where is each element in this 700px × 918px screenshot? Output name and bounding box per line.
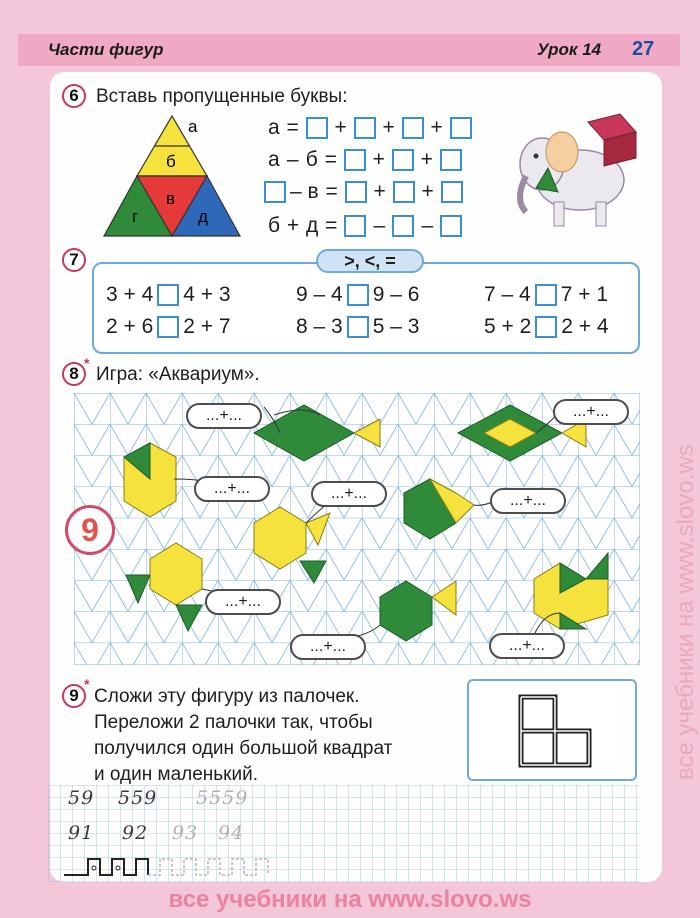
sum-bubble[interactable]: ...+... [290,634,366,660]
cmp-left: 5 + 2 [484,315,532,338]
side-watermark [665,130,700,780]
sum-bubble[interactable]: ...+... [186,403,262,429]
comparison-item [484,315,609,339]
comparison-item [106,283,231,307]
side-watermark-text: все учебники на www.slovo.ws [672,444,699,780]
eq-lhs: б [268,214,281,237]
eq-lhs: б [305,148,318,171]
cmp-right: 7 + 1 [560,283,609,306]
cmp-left: 3 + 4 [106,283,154,306]
sum-bubble[interactable]: ...+... [194,476,270,502]
stick-figure [469,681,635,779]
eq-lhs: – в [290,180,319,203]
cmp-right: 4 + 3 [183,283,231,306]
answer-box[interactable] [306,117,328,139]
equation-row-4 [268,214,462,238]
sum-bubble[interactable]: ...+... [205,589,281,615]
letter-triangle [102,112,242,238]
comparison-item [484,283,608,307]
eq-lhs-op: + [286,214,300,237]
sum-bubble[interactable]: ...+... [553,399,629,425]
equation-row-2 [268,148,462,172]
exercise-9-line-2: Переложи 2 палочки так, чтобы [94,712,373,733]
lesson-label: Урок 14 [537,40,602,59]
cmp-left: 8 – 3 [296,315,343,338]
exercise-9-number: 9 [62,684,86,708]
answer-box[interactable] [264,181,286,203]
eq-lhs: д [306,214,319,237]
handwriting-5559-trace: 5559 [196,787,249,809]
answer-box[interactable] [402,117,424,139]
op: + [372,148,385,171]
eq-sign: = [325,180,338,203]
op: + [334,116,347,139]
eq-lhs: а [268,116,280,139]
exercise-8-title: Игра: «Аквариум». [96,364,260,385]
star-mark: * [84,676,90,692]
comparison-frame [92,262,640,354]
cmp-left: 7 – 4 [484,283,531,306]
equation-row-1 [268,116,472,140]
cmp-left: 2 + 6 [106,315,154,338]
compare-box[interactable] [535,316,557,338]
star-mark: * [84,355,90,371]
cmp-right: 2 + 4 [561,315,609,338]
answer-box[interactable] [393,181,415,203]
answer-box[interactable] [344,149,366,171]
answer-box[interactable] [345,181,367,203]
sum-bubble[interactable]: ...+... [311,481,387,507]
comparison-item [296,283,419,307]
op: – [421,214,434,237]
answer-box[interactable] [392,215,414,237]
count-badge: 9 [65,505,115,555]
aquarium-grid [74,393,640,665]
handwriting-94-trace: 94 [218,822,245,844]
triangle-label-b: б [166,152,176,171]
op: + [382,116,395,139]
eq-sign: = [324,148,337,171]
op: + [373,180,386,203]
eq-lhs-op: – [286,148,299,171]
handwriting-559: 559 [118,787,158,809]
answer-box[interactable] [441,181,463,203]
compare-box[interactable] [347,284,369,306]
exercise-6-instruction: Вставь пропущенные буквы: [96,86,348,107]
equation-row-3 [264,180,463,204]
answer-box[interactable] [392,149,414,171]
op: – [373,214,386,237]
stick-figure-frame [467,679,637,781]
signs-pill: >, <, = [316,249,424,273]
eq-sign: = [325,214,338,237]
compare-box[interactable] [157,284,179,306]
cmp-left: 9 – 4 [296,283,343,306]
exercise-9-line-4: и один маленький. [94,764,259,785]
compare-box[interactable] [535,284,557,306]
exercise-8-number: 8 [62,362,86,386]
exercise-6-number: 6 [62,84,86,108]
cmp-right: 9 – 6 [372,283,420,306]
page-number: 27 [632,38,655,60]
answer-box[interactable] [450,117,472,139]
cmp-right: 5 – 3 [372,315,420,338]
answer-box[interactable] [440,149,462,171]
eq-sign: = [286,116,299,139]
comparison-item [106,315,231,339]
exercise-9-line-1: Сложи эту фигуру из палочек. [94,686,360,707]
answer-box[interactable] [440,215,462,237]
elephant-illustration [510,108,644,238]
triangle-label-d: д [198,207,208,226]
handwriting-92: 92 [122,822,149,844]
comparison-item [296,315,419,339]
footer-watermark: все учебники на www.slovo.ws [168,886,532,913]
sum-bubble[interactable]: ...+... [489,633,565,659]
triangle-label-a: а [188,117,198,136]
compare-box[interactable] [347,316,369,338]
answer-box[interactable] [354,117,376,139]
op: + [421,180,434,203]
compare-box[interactable] [157,316,179,338]
sum-bubble[interactable]: ...+... [490,488,566,514]
handwriting-93-trace: 93 [172,822,199,844]
triangle-label-v: в [166,189,176,208]
eq-lhs: а [268,148,280,171]
op: + [430,116,443,139]
handwriting-59: 59 [68,787,95,809]
cmp-right: 2 + 7 [183,315,231,338]
handwriting-91: 91 [68,822,95,844]
exercise-9-line-3: получился один большой квадрат [94,738,393,759]
section-title: Части фигур [48,40,164,59]
exercise-7-number: 7 [62,248,86,272]
triangle-label-g: г [132,207,139,226]
op: + [420,148,433,171]
answer-box[interactable] [344,215,366,237]
